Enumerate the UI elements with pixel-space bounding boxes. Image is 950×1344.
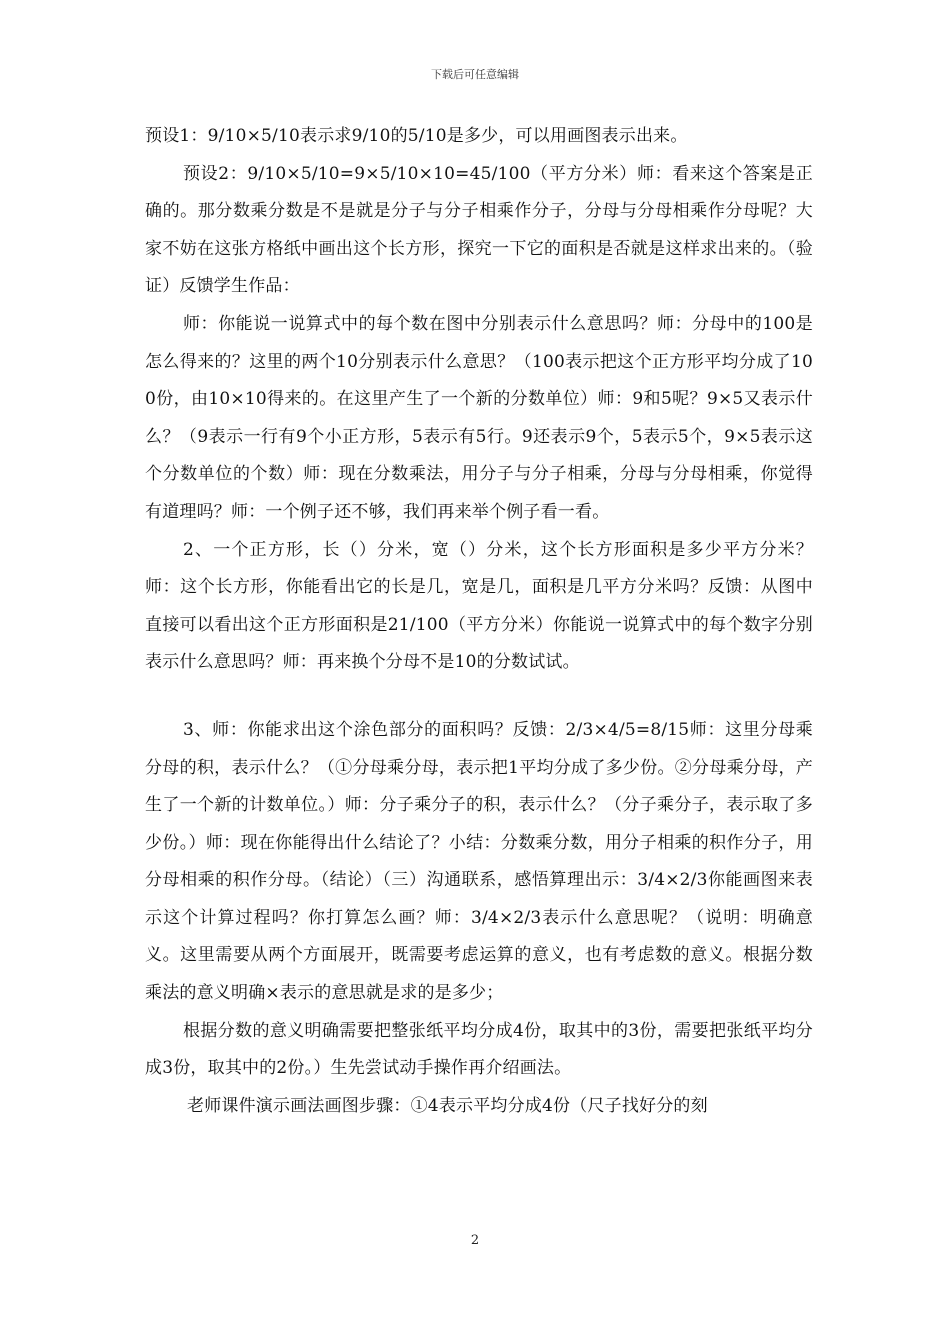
- page-number: 2: [470, 1233, 480, 1248]
- paragraph-teacher-question: 师：你能说一说算式中的每个数在图中分别表示什么意思吗？师：分母中的100是怎么得来的？这里的两个10分别表示什么意思？（100表示把这个正方形平均分成了100份，由10×10得来的。在这里产生了一个新的分数单位）师：9和5呢？9×5又表示什么？（9表示一行有9个小正方形，5表示有5行。9还表示9个，5表示5个，9×5表示这个分数单位的个数）师：现在分数乘法，用分子与分子相乘，分母与分母相乘，你觉得有道理吗？师：一个例子还不够，我们再来举个例子看一看。: [145, 313, 813, 522]
- paragraph-preset-1: 预设1：9/10×5/10表示求9/10的5/10是多少，可以用画图表示出来。: [145, 126, 688, 146]
- paragraph-gap: [145, 682, 813, 712]
- paragraph-fraction-meaning: 根据分数的意义明确需要把整张纸平均分成4份，取其中的3份，需要把张纸平均分成3份，取其中的2份。）生先尝试动手操作再介绍画法。: [145, 1020, 813, 1079]
- paragraph-preset-2: 预设2：9/10×5/10=9×5/10×10=45/100（平方分米）师：看来这个答案是正确的。那分数乘分数是不是就是分子与分子相乘作分子，分母与分母相乘作分母呢？大家不妨在这张方格纸中画出这个长方形，探究一下它的面积是否就是这样求出来的。（验证）反馈学生作品：: [145, 163, 813, 297]
- document-body: [145, 118, 813, 1125]
- page-header: 下载后可任意编辑: [431, 68, 519, 81]
- paragraph-example-3: 3、师：你能求出这个涂色部分的面积吗？反馈：2/3×4/5=8/15师：这里分母乘分母的积，表示什么？（①分母乘分母，表示把1平均分成了多少份。②分母乘分母，产生了一个新的计数单位。）师：分子乘分子的积，表示什么？（分子乘分子，表示取了多少份。）师：现在你能得出什么结论了？小结：分数乘分数，用分子相乘的积作分子，用分母相乘的积作分母。（结论）（三）沟通联系，感悟算理出示：3/4×2/3你能画图来表示这个计算过程吗？你打算怎么画？师：3/4×2/3表示什么意思呢？（说明：明确意义。这里需要从两个方面展开，既需要考虑运算的意义，也有考虑数的意义。根据分数乘法的意义明确×表示的意思就是求的是多少；: [145, 719, 813, 1004]
- paragraph-drawing-steps: 老师课件演示画法画图步骤：①4表示平均分成4份（尺子找好分的刻: [187, 1095, 708, 1116]
- paragraph-example-2: 2、一个正方形，长（）分米，宽（）分米，这个长方形面积是多少平方分米？师：这个长方形，你能看出它的长是几，宽是几，面积是几平方分米吗？反馈：从图中直接可以看出这个正方形面积是21/100（平方分米）你能说一说算式中的每个数字分别表示什么意思吗？师：再来换个分母不是10的分数试试。: [145, 539, 813, 673]
